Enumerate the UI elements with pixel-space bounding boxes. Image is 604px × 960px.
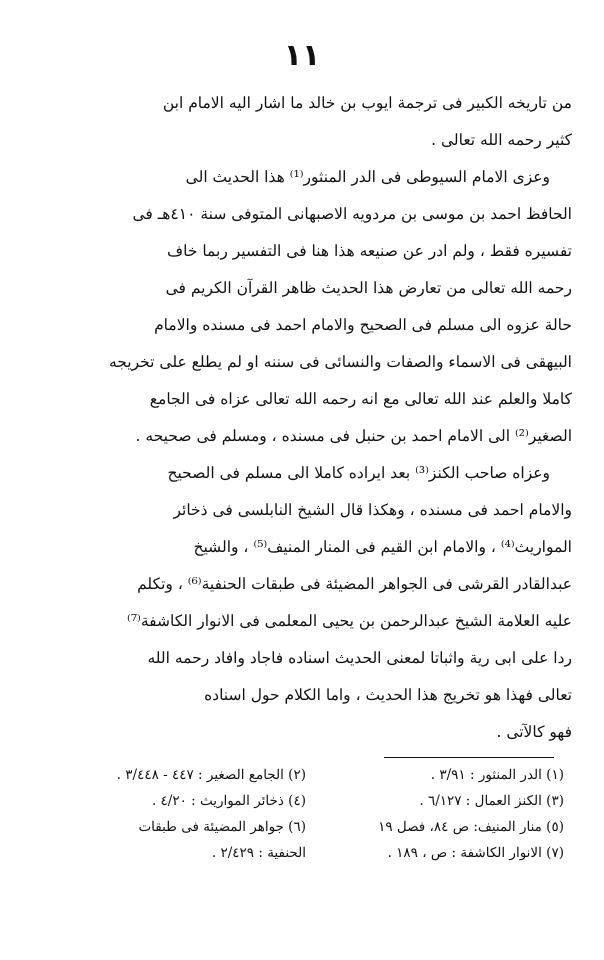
text-line: من تاريخه الكبير فى ترجمة ايوب بن خالد ما اشار اليه الامام ابن xyxy=(162,94,572,112)
text-line: عبدالقادر القرشى فى الجواهر المضيئة فى طبقات الحنفية⁽⁶⁾ ، وتكلم xyxy=(137,575,572,593)
footnote-row xyxy=(48,788,564,814)
footnote: (٣) الكنز العمال : ٦/١٢٧ . xyxy=(419,793,564,809)
text-line: والامام احمد فى مسنده ، وهكذا قال الشيخ النابلسى فى ذخائر xyxy=(173,501,572,519)
text-line: كاملا والعلم عند الله تعالى مع انه رحمه الله تعالى عزاه فى الجامع xyxy=(149,390,572,408)
footnote-divider xyxy=(384,757,554,758)
footnotes xyxy=(48,762,564,866)
footnote-row xyxy=(48,814,564,840)
text-line: فهو كالآتى . xyxy=(496,723,572,741)
text-line: وعزاه صاحب الكنز⁽³⁾ بعد ايراده كاملا الى مسلم فى الصحيح xyxy=(167,464,550,482)
text-line: حالة عزوه الى مسلم فى الصحيح والامام احمد فى مسنده والامام xyxy=(154,316,572,334)
text-line: البيهقى فى الاسماء والصفات والنسائى فى سننه او لم يطلع على تخريجه xyxy=(108,353,572,371)
footnote: (٢) الجامع الصغير : ٤٤٧ - ٣/٤٤٨ . xyxy=(116,767,306,783)
text-line: وعزى الامام السيوطى فى الدر المنثور⁽¹⁾ هذا الحديث الى xyxy=(185,168,550,186)
footnote: (٤) ذخائر المواريث : ٤/٢٠ . xyxy=(151,793,306,809)
footnote: (٥) منار المنيف: ص ٨٤، فصل ١٩ xyxy=(378,819,564,835)
footnote: (٧) الانوار الكاشفة : ص ، ١٨٩ . xyxy=(387,845,564,861)
body-text xyxy=(52,85,572,751)
text-line: الحافظ احمد بن موسى بن مردويه الاصبهانى المتوفى سنة ٤١٠هـ فى xyxy=(132,205,572,223)
text-line: تعالى فهذا هو تخريج هذا الحديث ، واما الكلام حول اسناده xyxy=(204,686,572,704)
footnote: (٦) جواهر المضيئة فى طبقات xyxy=(138,819,306,835)
text-line: الصغير⁽²⁾ الى الامام احمد بن حنبل فى مسنده ، ومسلم فى صحيحه . xyxy=(135,427,572,445)
text-line: رحمه الله تعالى من تعارض هذا الحديث ظاهر القرآن الكريم فى xyxy=(165,279,572,297)
footnote: (١) الدر المنثور : ٣/٩١ . xyxy=(430,767,564,783)
text-line: كثير رحمه الله تعالى . xyxy=(431,131,572,149)
page-number: ١١ xyxy=(283,38,321,73)
footnote-continuation: الحنفية : ٢/٤٢٩ . xyxy=(211,845,306,861)
footnote-row xyxy=(48,762,564,788)
text-line: عليه العلامة الشيخ عبدالرحمن بن يحيى المعلمى فى الانوار الكاشفة⁽⁷⁾ xyxy=(127,612,572,630)
text-line: ردا على ابى رية واثباتا لمعنى الحديث اسناده فاجاد وافاد رحمه الله xyxy=(147,649,572,667)
text-line: تفسيره فقط ، ولم ادر عن صنيعه هذا هنا فى التفسير ربما خاف xyxy=(167,242,572,260)
text-line: المواريث⁽⁴⁾ ، والامام ابن القيم فى المنار المنيف⁽⁵⁾ ، والشيخ xyxy=(193,538,572,556)
footnote-row xyxy=(48,840,564,866)
